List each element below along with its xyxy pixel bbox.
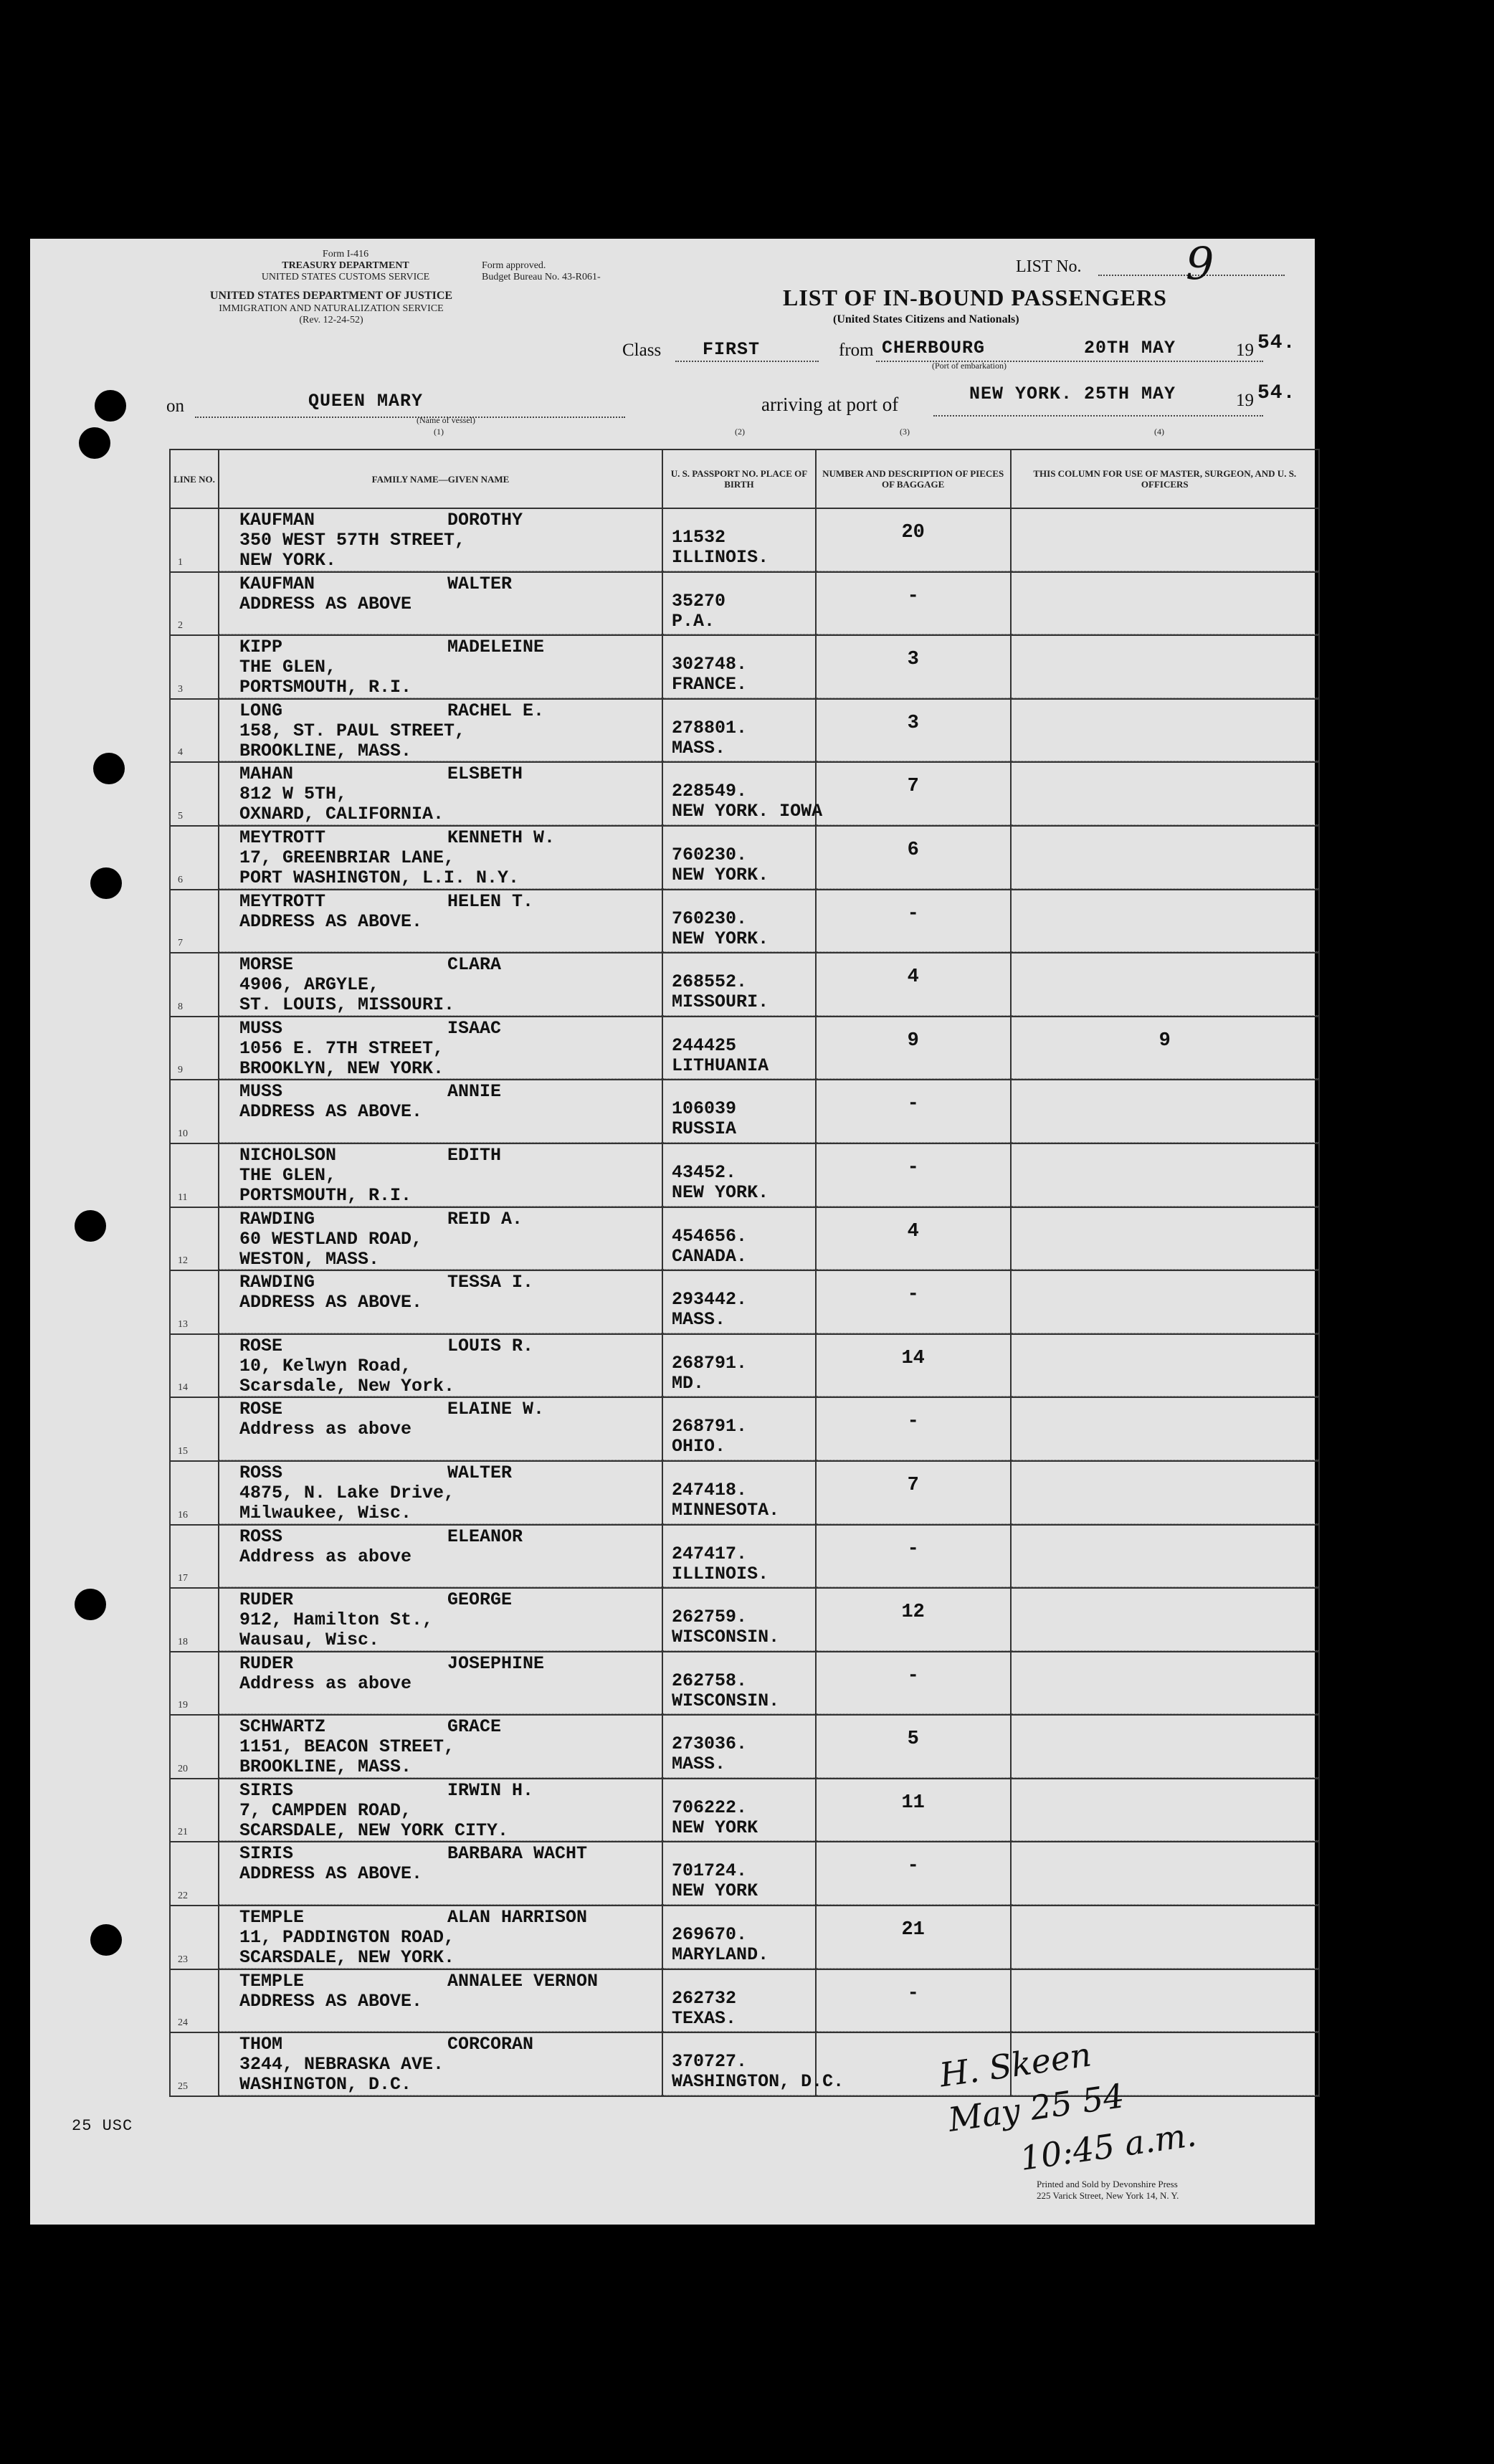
table-row	[170, 953, 1319, 1017]
list-label: LIST No.	[1016, 257, 1082, 276]
address-line-1: ADDRESS AS ABOVE.	[239, 1863, 422, 1885]
baggage-count: 3	[907, 712, 919, 734]
year-prefix-1: 19	[1236, 341, 1254, 360]
family-name: ROSE	[239, 1399, 282, 1420]
embark-date: 20TH MAY	[1084, 338, 1176, 358]
address-line-1: 3244, NEBRASKA AVE.	[239, 2054, 444, 2075]
place-of-birth: WISCONSIN.	[672, 1627, 780, 1648]
passport-number: 269670.	[672, 1924, 748, 1946]
address-line-2: SCARSDALE, NEW YORK.	[239, 1947, 455, 1969]
line-number: 7	[178, 938, 183, 949]
passport-number: 11532	[672, 527, 726, 548]
line-number: 9	[178, 1065, 183, 1076]
col-passport-header: U. S. PASSPORT NO. PLACE OF BIRTH	[662, 449, 816, 508]
passenger-name	[239, 1907, 587, 1969]
passenger-name	[239, 637, 544, 698]
col-line-header: LINE NO.	[170, 449, 219, 508]
officer-note: 9	[1158, 1029, 1171, 1052]
line-number: 18	[178, 1636, 188, 1647]
place-of-birth: NEW YORK.	[672, 928, 769, 949]
passport-number: 293442.	[672, 1289, 748, 1311]
address-line-2: SCARSDALE, NEW YORK CITY.	[239, 1820, 508, 1841]
address-line-1: 912, Hamilton St.,	[239, 1609, 433, 1631]
family-name: ROSE	[239, 1335, 282, 1356]
given-name: DOROTHY	[447, 510, 523, 531]
arriving-label: arriving at port of	[761, 394, 899, 415]
customs-service: UNITED STATES CUSTOMS SERVICE	[261, 272, 430, 282]
given-name: JOSEPHINE	[447, 1652, 544, 1674]
table-row	[170, 572, 1319, 636]
given-name: BARBARA WACHT	[447, 1843, 587, 1865]
place-of-birth: MASS.	[672, 1309, 726, 1331]
passport-number: 278801.	[672, 717, 748, 738]
baggage-count: -	[907, 1284, 919, 1306]
passport-number: 262732	[672, 1987, 737, 2009]
baggage-count: 9	[907, 1029, 919, 1052]
binder-hole	[93, 753, 125, 784]
place-of-birth: ILLINOIS.	[672, 547, 769, 568]
family-name: KIPP	[239, 637, 282, 658]
inspection-date: May 25 54	[946, 2076, 1127, 2139]
form-approved: Form approved.	[482, 260, 546, 271]
place-of-birth: FRANCE.	[672, 674, 748, 695]
passport-number: 106039	[672, 1098, 737, 1120]
inspector-signature: H. Skeen	[937, 2035, 1094, 2095]
passenger-name	[239, 1335, 533, 1397]
line-number: 13	[178, 1318, 188, 1330]
address-line-2: Scarsdale, New York.	[239, 1375, 455, 1397]
passport-number: 268791.	[672, 1416, 748, 1437]
passport-number: 247417.	[672, 1543, 748, 1564]
line-number: 4	[178, 747, 183, 758]
address-line-2: OXNARD, CALIFORNIA.	[239, 804, 444, 825]
family-name: KAUFMAN	[239, 510, 315, 531]
budget-bureau: Budget Bureau No. 43-R061-	[482, 272, 601, 282]
address-line-1: 812 W 5TH,	[239, 784, 347, 805]
passenger-name	[239, 700, 544, 761]
passenger-name	[239, 1462, 512, 1523]
inspection-time: 10:45 a.m.	[1017, 2115, 1199, 2178]
given-name: KENNETH W.	[447, 827, 555, 848]
baggage-count: 11	[901, 1792, 925, 1814]
address-line-2: BROOKLINE, MASS.	[239, 740, 411, 761]
table-row	[170, 1969, 1319, 2033]
address-line-1: Address as above	[239, 1546, 411, 1567]
year-prefix-2: 19	[1236, 391, 1254, 410]
address-line-2: PORTSMOUTH, R.I.	[239, 677, 411, 698]
given-name: HELEN T.	[447, 890, 533, 912]
address-line-1: ADDRESS AS ABOVE.	[239, 1292, 422, 1313]
passenger-name	[239, 573, 512, 614]
family-name: RUDER	[239, 1652, 293, 1674]
passenger-name	[239, 1081, 501, 1123]
baggage-count: -	[907, 1156, 919, 1179]
address-line-1: 10, Kelwyn Road,	[239, 1355, 411, 1376]
family-name: MEYTROTT	[239, 890, 325, 912]
address-line-1: 4906, ARGYLE,	[239, 974, 379, 996]
given-name: GEORGE	[447, 1589, 512, 1611]
given-name: ELEANOR	[447, 1526, 523, 1547]
place-of-birth: MASS.	[672, 1754, 726, 1775]
passenger-name	[239, 1017, 501, 1079]
col-num-3: (3)	[900, 427, 910, 437]
line-number: 8	[178, 1001, 183, 1012]
given-name: RACHEL E.	[447, 700, 544, 721]
table-row	[170, 1143, 1319, 1207]
passport-number: 273036.	[672, 1733, 748, 1755]
given-name: LOUIS R.	[447, 1335, 533, 1356]
given-name: CORCORAN	[447, 2034, 533, 2055]
address-line-2: BROOKLINE, MASS.	[239, 1756, 411, 1778]
printer-line-2: 225 Varick Street, New York 14, N. Y.	[1037, 2190, 1179, 2201]
place-of-birth: MISSOURI.	[672, 991, 769, 1013]
baggage-count: -	[907, 1665, 919, 1687]
table-row	[170, 508, 1319, 572]
passenger-name	[239, 764, 523, 825]
place-of-birth: RUSSIA	[672, 1118, 737, 1140]
family-name: SCHWARTZ	[239, 1716, 325, 1738]
table-row	[170, 635, 1319, 699]
passenger-name	[239, 1779, 533, 1841]
line-number: 12	[178, 1255, 188, 1267]
family-name: MEYTROTT	[239, 827, 325, 848]
table-row	[170, 1397, 1319, 1461]
baggage-count: 7	[907, 1474, 919, 1496]
table-row	[170, 1334, 1319, 1398]
passenger-name	[239, 1144, 501, 1206]
passport-number: 268552.	[672, 971, 748, 993]
passport-number: 706222.	[672, 1797, 748, 1818]
year-suffix-1: 54.	[1257, 332, 1296, 354]
table-row	[170, 1207, 1319, 1271]
baggage-count: -	[907, 903, 919, 925]
family-name: TEMPLE	[239, 1907, 304, 1928]
passport-number: 43452.	[672, 1161, 737, 1183]
passenger-name	[239, 1843, 587, 1885]
baggage-count: 4	[907, 966, 919, 989]
arrival-info: NEW YORK. 25TH MAY	[969, 384, 1176, 404]
table-row	[170, 1461, 1319, 1525]
col-name-header: FAMILY NAME—GIVEN NAME	[219, 449, 662, 508]
given-name: ALAN HARRISON	[447, 1907, 587, 1928]
baggage-count: -	[907, 1411, 919, 1433]
passport-number: 454656.	[672, 1225, 748, 1247]
line-number: 11	[178, 1191, 188, 1203]
line-number: 5	[178, 810, 183, 822]
baggage-count: -	[907, 585, 919, 607]
place-of-birth: NEW YORK.	[672, 1181, 769, 1203]
passenger-name	[239, 890, 533, 932]
table-row	[170, 1270, 1319, 1334]
family-name: ROSS	[239, 1462, 282, 1483]
address-line-2: Wausau, Wisc.	[239, 1630, 379, 1651]
passenger-name	[239, 2034, 533, 2096]
family-name: MUSS	[239, 1017, 282, 1039]
passport-number: 228549.	[672, 781, 748, 802]
port-embark-label: (Port of embarkation)	[932, 361, 1007, 371]
col-baggage-header: NUMBER AND DESCRIPTION OF PIECES OF BAGGAGE	[816, 449, 1011, 508]
given-name: IRWIN H.	[447, 1779, 533, 1801]
place-of-birth: NEW YORK	[672, 1880, 758, 1902]
address-line-2: NEW YORK.	[239, 550, 336, 571]
baggage-count: 5	[907, 1728, 919, 1751]
baggage-count: -	[907, 1982, 919, 2004]
baggage-count: -	[907, 1855, 919, 1878]
given-name: CLARA	[447, 954, 501, 976]
form-title: LIST OF IN-BOUND PASSENGERS	[783, 285, 1167, 310]
address-line-1: THE GLEN,	[239, 657, 336, 678]
given-name: TESSA I.	[447, 1272, 533, 1293]
passenger-name	[239, 1208, 523, 1270]
address-line-1: Address as above	[239, 1419, 411, 1440]
family-name: KAUFMAN	[239, 573, 315, 594]
passenger-name	[239, 1589, 512, 1651]
passenger-name	[239, 510, 523, 571]
baggage-count: 6	[907, 839, 919, 861]
line-number: 19	[178, 1700, 188, 1711]
address-line-1: 1056 E. 7TH STREET,	[239, 1037, 444, 1059]
class-label: Class	[622, 341, 662, 360]
binder-hole	[75, 1589, 106, 1620]
baggage-count: 4	[907, 1220, 919, 1242]
class-value: FIRST	[703, 339, 761, 360]
doj: UNITED STATES DEPARTMENT OF JUSTICE	[209, 290, 453, 302]
address-line-1: ADDRESS AS ABOVE.	[239, 1101, 422, 1123]
table-row	[170, 1080, 1319, 1143]
passenger-name	[239, 1970, 598, 2012]
given-name: ISAAC	[447, 1017, 501, 1039]
binder-hole	[95, 390, 126, 422]
baggage-count: 3	[907, 649, 919, 671]
baggage-count: 7	[907, 776, 919, 798]
given-name: GRACE	[447, 1716, 501, 1738]
address-line-1: 11, PADDINGTON ROAD,	[239, 1927, 455, 1949]
given-name: EDITH	[447, 1144, 501, 1166]
place-of-birth: P.A.	[672, 610, 715, 632]
table-row	[170, 826, 1319, 890]
address-line-2: WESTON, MASS.	[239, 1248, 379, 1270]
binder-hole	[90, 1924, 122, 1956]
passenger-table	[169, 449, 1320, 2097]
family-name: RAWDING	[239, 1272, 315, 1293]
line-number: 3	[178, 683, 183, 695]
passenger-name	[239, 1272, 533, 1313]
place-of-birth: OHIO.	[672, 1436, 726, 1457]
baggage-count: -	[907, 1538, 919, 1560]
family-name: SIRIS	[239, 1779, 293, 1801]
line-number: 21	[178, 1827, 188, 1838]
address-line-2: Milwaukee, Wisc.	[239, 1502, 411, 1523]
treasury-dept: TREASURY DEPARTMENT	[282, 260, 409, 271]
address-line-1: 4875, N. Lake Drive,	[239, 1482, 455, 1503]
line-number: 2	[178, 620, 183, 632]
given-name: MADELEINE	[447, 637, 544, 658]
address-line-2: ST. LOUIS, MISSOURI.	[239, 994, 455, 1016]
address-line-2: WASHINGTON, D.C.	[239, 2074, 411, 2096]
given-name: ELSBETH	[447, 764, 523, 785]
family-name: RAWDING	[239, 1208, 315, 1229]
address-line-1: Address as above	[239, 1673, 411, 1694]
family-name: MORSE	[239, 954, 293, 976]
line-number: 14	[178, 1382, 188, 1394]
address-line-1: 7, CAMPDEN ROAD,	[239, 1799, 411, 1821]
col-num-2: (2)	[735, 427, 745, 437]
form-subtitle: (United States Citizens and Nationals)	[833, 313, 1019, 325]
address-line-1: 60 WESTLAND ROAD,	[239, 1228, 422, 1250]
passport-number: 247418.	[672, 1479, 748, 1500]
line-number: 1	[178, 556, 183, 568]
line-number: 16	[178, 1509, 188, 1521]
col-num-4: (4)	[1154, 427, 1164, 437]
table-row	[170, 1588, 1319, 1652]
ins: IMMIGRATION AND NATURALIZATION SERVICE	[219, 303, 444, 314]
line-number: 22	[178, 1890, 188, 1902]
passport-number: 760230.	[672, 844, 748, 865]
binder-hole	[75, 1210, 106, 1242]
address-line-1: 350 WEST 57TH STREET,	[239, 530, 465, 551]
address-line-1: ADDRESS AS ABOVE.	[239, 910, 422, 932]
table-row	[170, 1525, 1319, 1589]
family-name: ROSS	[239, 1526, 282, 1547]
passport-number: 370727.	[672, 2051, 748, 2073]
passport-number: 244425	[672, 1034, 737, 1056]
given-name: WALTER	[447, 1462, 512, 1483]
given-name: ANNALEE VERNON	[447, 1970, 598, 1992]
passenger-name	[239, 827, 555, 888]
address-line-1: ADDRESS AS ABOVE.	[239, 1990, 422, 2012]
col-officers-header: THIS COLUMN FOR USE OF MASTER, SURGEON, AND U. S. OFFICERS	[1011, 449, 1319, 508]
on-label: on	[166, 396, 184, 416]
address-line-2: PORT WASHINGTON, L.I. N.Y.	[239, 867, 520, 888]
list-number: 9	[1186, 237, 1214, 290]
table-row	[170, 699, 1319, 763]
printer-line-1: Printed and Sold by Devonshire Press	[1037, 2179, 1178, 2189]
address-line-1: ADDRESS AS ABOVE	[239, 593, 411, 614]
given-name: REID A.	[447, 1208, 523, 1229]
form-number: Form I-416	[322, 249, 369, 260]
line-number: 20	[178, 1763, 188, 1774]
family-name: TEMPLE	[239, 1970, 304, 1992]
family-name: NICHOLSON	[239, 1144, 336, 1166]
passport-number: 760230.	[672, 908, 748, 929]
place-of-birth: LITHUANIA	[672, 1055, 769, 1076]
line-number: 23	[178, 1954, 188, 1965]
year-suffix-2: 54.	[1257, 382, 1296, 404]
vessel-label: (Name of vessel)	[417, 415, 475, 425]
passport-number: 35270	[672, 590, 726, 612]
line-number: 10	[178, 1128, 188, 1139]
table-row	[170, 2032, 1319, 2096]
family-name: SIRIS	[239, 1843, 293, 1865]
family-name: RUDER	[239, 1589, 293, 1611]
given-name: ELAINE W.	[447, 1399, 544, 1420]
binder-hole	[90, 867, 122, 899]
place-of-birth: MARYLAND.	[672, 1944, 769, 1966]
place-of-birth: NEW YORK. IOWA	[672, 801, 823, 822]
given-name: WALTER	[447, 573, 512, 594]
table-row	[170, 1842, 1319, 1906]
address-line-1: 1151, BEACON STREET,	[239, 1736, 455, 1758]
line-number: 25	[178, 2080, 188, 2092]
family-name: LONG	[239, 700, 282, 721]
passport-number: 262758.	[672, 1670, 748, 1691]
passport-number: 262759.	[672, 1607, 748, 1628]
place-of-birth: CANADA.	[672, 1245, 748, 1267]
table-row	[170, 1906, 1319, 1969]
passport-number: 701724.	[672, 1860, 748, 1882]
table-row	[170, 1779, 1319, 1842]
binder-hole	[79, 427, 110, 459]
given-name: ANNIE	[447, 1081, 501, 1103]
manifest-page	[30, 239, 1315, 2225]
revision: (Rev. 12-24-52)	[299, 315, 363, 325]
passenger-name	[239, 1652, 544, 1694]
place-of-birth: WASHINGTON, D.C.	[672, 2071, 844, 2093]
passport-number: 302748.	[672, 654, 748, 675]
table-row	[170, 762, 1319, 826]
table-row	[170, 1715, 1319, 1779]
table-row	[170, 890, 1319, 953]
family-name: MAHAN	[239, 764, 293, 785]
address-line-2: PORTSMOUTH, R.I.	[239, 1184, 411, 1206]
place-of-birth: ILLINOIS.	[672, 1563, 769, 1584]
family-name: THOM	[239, 2034, 282, 2055]
address-line-1: 158, ST. PAUL STREET,	[239, 720, 465, 741]
line-number: 24	[178, 2017, 188, 2029]
line-number: 17	[178, 1573, 188, 1584]
passenger-name	[239, 1399, 544, 1440]
line-number: 15	[178, 1445, 188, 1457]
baggage-count: 12	[901, 1602, 925, 1624]
passenger-name	[239, 954, 501, 1016]
col-num-1: (1)	[434, 427, 444, 437]
passenger-name	[239, 1716, 501, 1778]
family-name: MUSS	[239, 1081, 282, 1103]
baggage-count: -	[907, 1093, 919, 1116]
table-row	[170, 1652, 1319, 1716]
table-row	[170, 1017, 1319, 1080]
vessel-name: QUEEN MARY	[308, 391, 424, 412]
place-of-birth: WISCONSIN.	[672, 1690, 780, 1711]
embark-port: CHERBOURG	[882, 338, 986, 358]
address-line-2: BROOKLYN, NEW YORK.	[239, 1057, 444, 1079]
address-line-1: THE GLEN,	[239, 1164, 336, 1186]
line-number: 6	[178, 874, 183, 885]
passport-number: 268791.	[672, 1352, 748, 1374]
baggage-count: 21	[901, 1919, 925, 1941]
place-of-birth: NEW YORK.	[672, 864, 769, 885]
from-label: from	[839, 341, 874, 360]
address-line-1: 17, GREENBRIAR LANE,	[239, 847, 455, 868]
margin-stamp: 25 USC	[72, 2117, 133, 2135]
place-of-birth: MD.	[672, 1372, 705, 1394]
place-of-birth: NEW YORK	[672, 1817, 758, 1838]
place-of-birth: TEXAS.	[672, 2007, 737, 2029]
place-of-birth: MASS.	[672, 737, 726, 758]
passenger-name	[239, 1526, 523, 1567]
place-of-birth: MINNESOTA.	[672, 1499, 780, 1521]
baggage-count: 20	[901, 522, 925, 543]
baggage-count: 14	[901, 1347, 925, 1369]
